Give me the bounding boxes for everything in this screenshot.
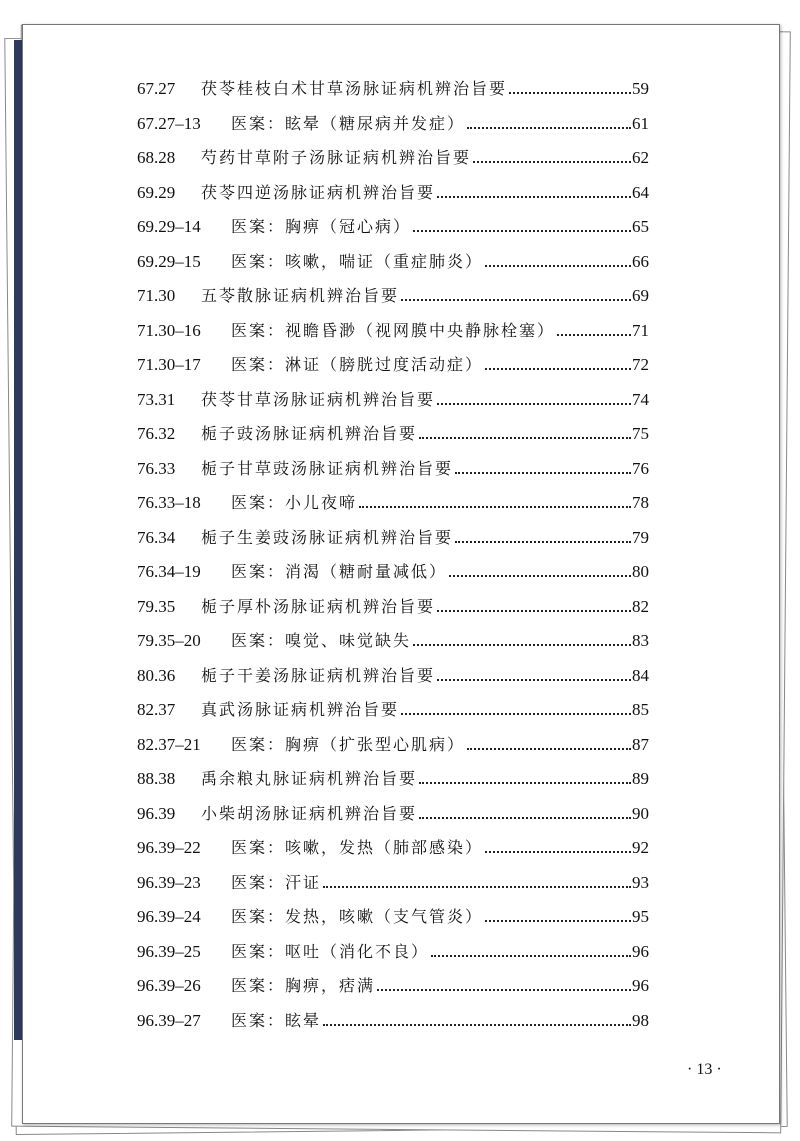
entry-title: 医案：汗证 bbox=[231, 872, 322, 892]
toc-entry[interactable] bbox=[137, 284, 649, 319]
entry-page: 83 bbox=[632, 631, 649, 650]
entry-page: 69 bbox=[632, 286, 649, 305]
entry-page: 89 bbox=[632, 769, 649, 788]
entry-page: 64 bbox=[632, 182, 649, 202]
toc-entry[interactable] bbox=[137, 802, 649, 837]
toc-entry[interactable] bbox=[137, 112, 649, 147]
document-page bbox=[22, 24, 780, 1124]
entry-page: 87 bbox=[632, 734, 649, 754]
entry-title: 医案：发热，咳嗽（支气管炎） bbox=[231, 907, 484, 926]
entry-number: 80.36 bbox=[137, 665, 176, 685]
entry-number: 96.39–24 bbox=[137, 907, 201, 926]
dot-leader bbox=[473, 161, 631, 163]
toc-entry[interactable] bbox=[137, 353, 649, 388]
entry-title: 禹余粮丸脉证病机辨治旨要 bbox=[201, 769, 418, 788]
entry-title: 栀子甘草豉汤脉证病机辨治旨要 bbox=[201, 458, 454, 478]
entry-number: 76.34–19 bbox=[137, 562, 201, 581]
dot-leader bbox=[485, 265, 631, 267]
dot-leader bbox=[485, 368, 631, 370]
entry-page: 98 bbox=[632, 1010, 649, 1030]
book-cover-edge bbox=[14, 40, 22, 1040]
entry-page: 72 bbox=[632, 355, 649, 374]
entry-page: 96 bbox=[632, 941, 649, 961]
entry-page: 82 bbox=[632, 596, 649, 616]
dot-leader bbox=[467, 127, 631, 129]
dot-leader bbox=[455, 541, 631, 543]
entry-number: 76.33 bbox=[137, 458, 176, 478]
entry-number: 82.37 bbox=[137, 700, 176, 719]
dot-leader bbox=[419, 437, 631, 439]
dot-leader bbox=[377, 989, 631, 991]
entry-page: 84 bbox=[632, 665, 649, 685]
toc-entry[interactable] bbox=[137, 1009, 649, 1044]
entry-number: 71.30 bbox=[137, 286, 176, 305]
toc-entry[interactable] bbox=[137, 974, 649, 1009]
entry-page: 93 bbox=[632, 872, 649, 892]
entry-number: 79.35–20 bbox=[137, 631, 201, 650]
toc-entry[interactable] bbox=[137, 560, 649, 595]
entry-title: 真武汤脉证病机辨治旨要 bbox=[201, 700, 400, 719]
entry-title: 小柴胡汤脉证病机辨治旨要 bbox=[201, 803, 418, 823]
dot-leader bbox=[437, 610, 631, 612]
page-number: · 13 · bbox=[687, 1061, 722, 1078]
dot-leader bbox=[419, 782, 631, 784]
toc-entry[interactable] bbox=[137, 664, 649, 699]
entry-page: 90 bbox=[632, 803, 649, 823]
entry-page: 62 bbox=[632, 148, 649, 167]
entry-number: 76.34 bbox=[137, 527, 176, 547]
entry-title: 医案：咳嗽，发热（肺部感染） bbox=[231, 838, 484, 857]
entry-title: 医案：淋证（膀胱过度活动症） bbox=[231, 355, 484, 374]
dot-leader bbox=[437, 196, 631, 198]
toc-entry[interactable] bbox=[137, 457, 649, 492]
entry-number: 76.33–18 bbox=[137, 493, 201, 512]
entry-page: 75 bbox=[632, 424, 649, 443]
dot-leader bbox=[455, 472, 631, 474]
entry-number: 67.27 bbox=[137, 79, 176, 98]
entry-number: 96.39–26 bbox=[137, 976, 201, 995]
entry-title: 栀子生姜豉汤脉证病机辨治旨要 bbox=[201, 527, 454, 547]
entry-page: 71 bbox=[632, 320, 649, 340]
entry-title: 五苓散脉证病机辨治旨要 bbox=[201, 286, 400, 305]
toc-entry[interactable] bbox=[137, 319, 649, 354]
entry-title: 茯苓甘草汤脉证病机辨治旨要 bbox=[201, 389, 436, 409]
dot-leader bbox=[323, 1024, 631, 1026]
entry-page: 95 bbox=[632, 907, 649, 926]
toc-entry[interactable] bbox=[137, 940, 649, 975]
entry-number: 82.37–21 bbox=[137, 734, 201, 754]
entry-number: 96.39–23 bbox=[137, 872, 201, 892]
toc-entry[interactable] bbox=[137, 146, 649, 181]
entry-page: 79 bbox=[632, 527, 649, 547]
dot-leader bbox=[359, 506, 631, 508]
toc-entry[interactable] bbox=[137, 77, 649, 112]
toc-entry[interactable] bbox=[137, 388, 649, 423]
dot-leader bbox=[413, 230, 631, 232]
entry-title: 医案：视瞻昏渺（视网膜中央静脉栓塞） bbox=[231, 320, 556, 340]
entry-page: 85 bbox=[632, 700, 649, 719]
entry-number: 79.35 bbox=[137, 596, 176, 616]
entry-title: 医案：胸痹（冠心病） bbox=[231, 217, 412, 236]
entry-title: 芍药甘草附子汤脉证病机辨治旨要 bbox=[201, 148, 472, 167]
dot-leader bbox=[467, 748, 631, 750]
dot-leader bbox=[401, 299, 631, 301]
dot-leader bbox=[485, 920, 631, 922]
entry-title: 医案：咳嗽，喘证（重症肺炎） bbox=[231, 251, 484, 271]
entry-page: 66 bbox=[632, 251, 649, 271]
entry-title: 医案：眩晕 bbox=[231, 1010, 322, 1030]
dot-leader bbox=[431, 955, 631, 957]
entry-title: 栀子厚朴汤脉证病机辨治旨要 bbox=[201, 596, 436, 616]
entry-number: 71.30–16 bbox=[137, 320, 201, 340]
dot-leader bbox=[413, 644, 631, 646]
entry-number: 88.38 bbox=[137, 769, 176, 788]
entry-title: 茯苓桂枝白术甘草汤脉证病机辨治旨要 bbox=[201, 79, 508, 98]
dot-leader bbox=[485, 851, 631, 853]
toc-entry[interactable] bbox=[137, 491, 649, 526]
entry-number: 68.28 bbox=[137, 148, 176, 167]
entry-number: 73.31 bbox=[137, 389, 176, 409]
entry-number: 96.39 bbox=[137, 803, 176, 823]
dot-leader bbox=[509, 92, 631, 94]
entry-number: 69.29 bbox=[137, 182, 176, 202]
toc-entry[interactable] bbox=[137, 767, 649, 802]
entry-title: 茯苓四逆汤脉证病机辨治旨要 bbox=[201, 182, 436, 202]
dot-leader bbox=[437, 403, 631, 405]
dot-leader bbox=[557, 334, 631, 336]
entry-page: 59 bbox=[632, 79, 649, 98]
entry-number: 96.39–22 bbox=[137, 838, 201, 857]
entry-page: 96 bbox=[632, 976, 649, 995]
entry-title: 医案：呕吐（消化不良） bbox=[231, 941, 430, 961]
entry-title: 医案：小儿夜啼 bbox=[231, 493, 358, 512]
toc-entry[interactable] bbox=[137, 250, 649, 285]
dot-leader bbox=[419, 817, 631, 819]
entry-number: 69.29–14 bbox=[137, 217, 201, 236]
entry-page: 92 bbox=[632, 838, 649, 857]
entry-page: 78 bbox=[632, 493, 649, 512]
entry-page: 61 bbox=[632, 113, 649, 133]
toc-entry[interactable] bbox=[137, 905, 649, 940]
entry-page: 65 bbox=[632, 217, 649, 236]
entry-page: 76 bbox=[632, 458, 649, 478]
toc-entry[interactable] bbox=[137, 422, 649, 457]
toc-entry[interactable] bbox=[137, 836, 649, 871]
toc-entry[interactable] bbox=[137, 871, 649, 906]
entry-title: 医案：眩晕（糖尿病并发症） bbox=[231, 113, 466, 133]
entry-title: 医案：胸痹，痞满 bbox=[231, 976, 376, 995]
entry-page: 80 bbox=[632, 562, 649, 581]
dot-leader bbox=[323, 886, 631, 888]
entry-number: 69.29–15 bbox=[137, 251, 201, 271]
toc-entry[interactable] bbox=[137, 698, 649, 733]
entry-page: 74 bbox=[632, 389, 649, 409]
entry-number: 96.39–27 bbox=[137, 1010, 201, 1030]
entry-title: 医案：消渴（糖耐量减低） bbox=[231, 562, 448, 581]
entry-number: 71.30–17 bbox=[137, 355, 201, 374]
toc-entry[interactable] bbox=[137, 215, 649, 250]
toc-entry[interactable] bbox=[137, 181, 649, 216]
entry-title: 栀子豉汤脉证病机辨治旨要 bbox=[201, 424, 418, 443]
toc-entry[interactable] bbox=[137, 733, 649, 768]
toc-entry[interactable] bbox=[137, 595, 649, 630]
toc-entry[interactable] bbox=[137, 629, 649, 664]
table-of-contents bbox=[137, 77, 649, 1043]
dot-leader bbox=[437, 679, 631, 681]
toc-entry[interactable] bbox=[137, 526, 649, 561]
entry-number: 96.39–25 bbox=[137, 941, 201, 961]
entry-number: 67.27–13 bbox=[137, 113, 201, 133]
entry-title: 栀子干姜汤脉证病机辨治旨要 bbox=[201, 665, 436, 685]
entry-number: 76.32 bbox=[137, 424, 176, 443]
dot-leader bbox=[401, 713, 631, 715]
entry-title: 医案：胸痹（扩张型心肌病） bbox=[231, 734, 466, 754]
dot-leader bbox=[449, 575, 631, 577]
entry-title: 医案：嗅觉、味觉缺失 bbox=[231, 631, 412, 650]
